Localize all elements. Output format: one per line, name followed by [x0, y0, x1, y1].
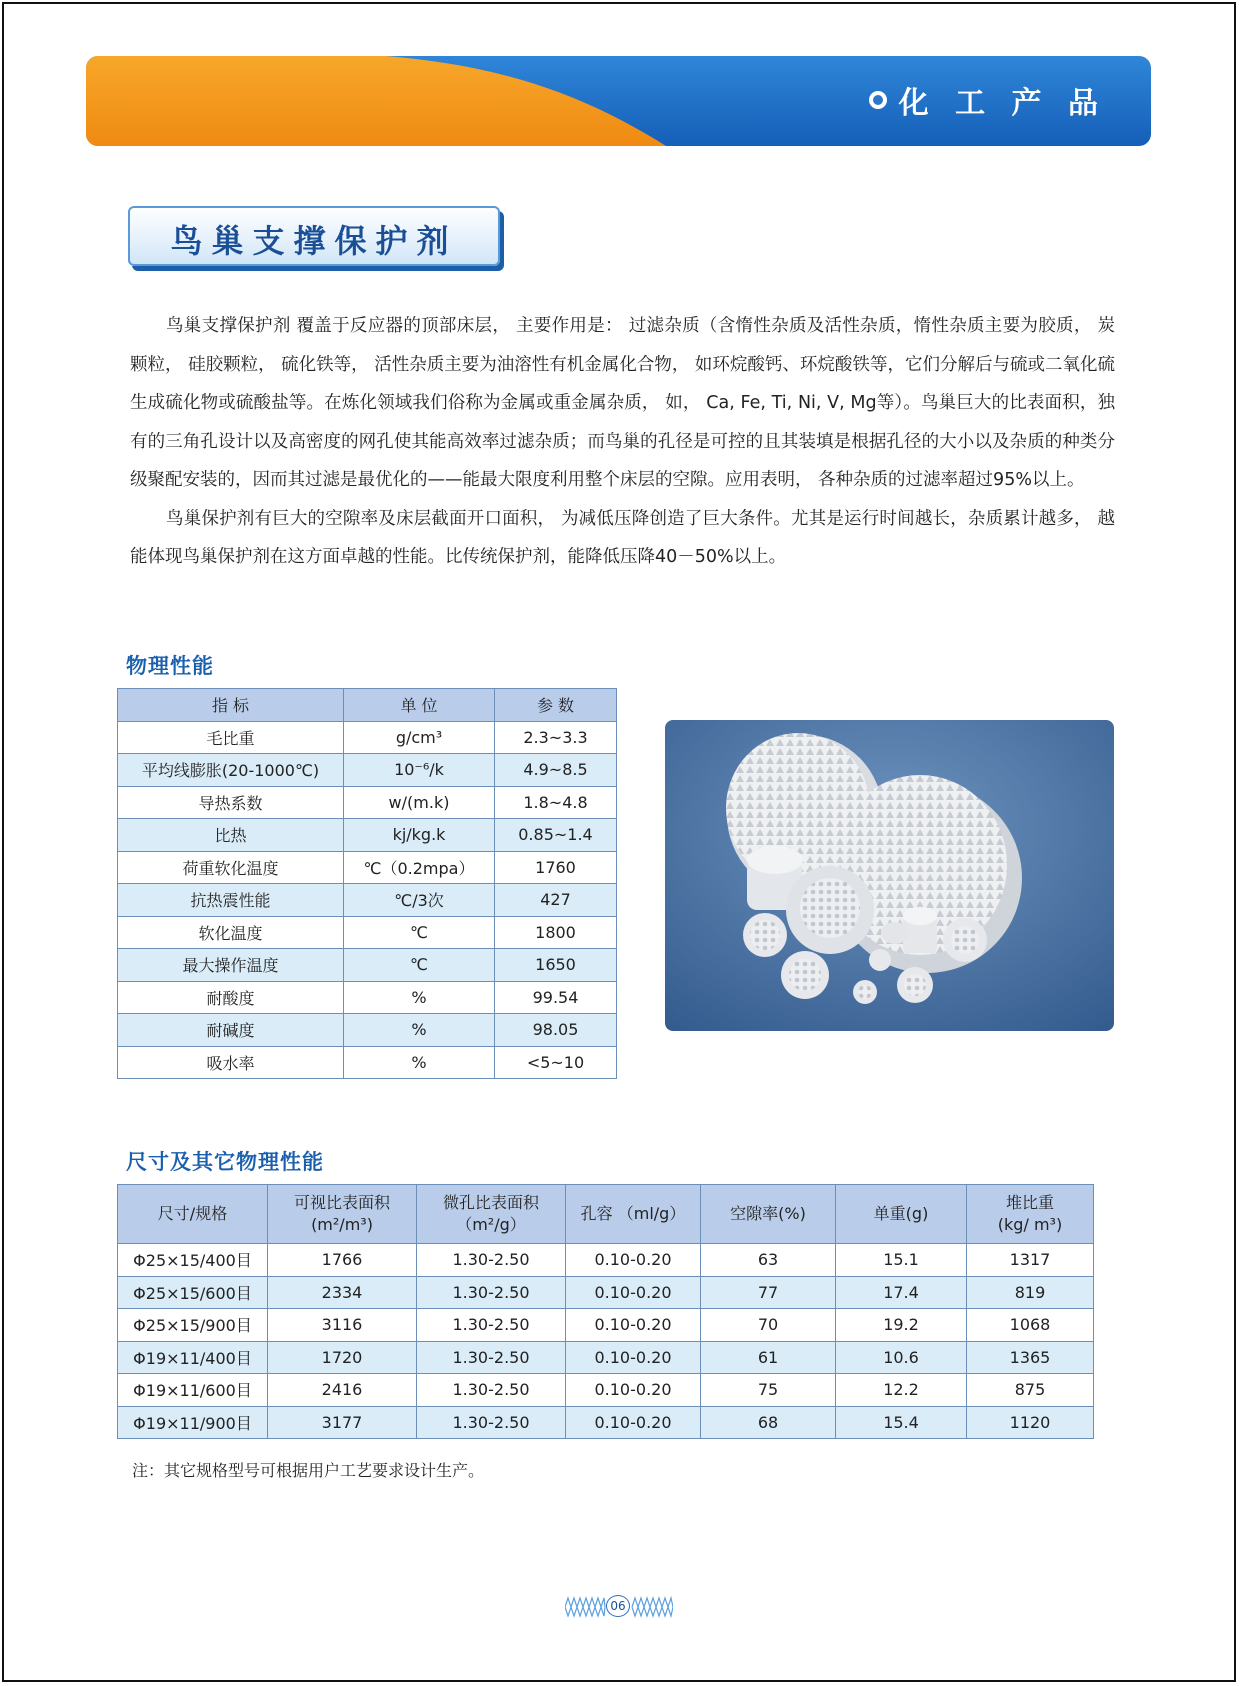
cell: 平均线膨胀(20-1000℃) [118, 754, 344, 787]
cell: 1800 [495, 916, 617, 949]
column-header: 尺寸/规格 [118, 1185, 268, 1244]
cell: 毛比重 [118, 721, 344, 754]
cell: 1650 [495, 949, 617, 982]
cell: g/cm³ [344, 721, 495, 754]
intro-paragraph-1: 鸟巢支撑保护剂 覆盖于反应器的顶部床层， 主要作用是： 过滤杂质（含惰性杂质及活性杂质，惰性杂质主要为胶质， 炭颗粒， 硅胶颗粒， 硫化铁等， 活性杂质主要为油溶性有机金属化合物， 如环烷酸钙、环烷酸铁等，它们分解后与硫或二氧化硫生成硫化物或硫酸盐等。在炼化领域我们俗称为金属或重金属杂质， 如， Ca, Fe, Ti, Ni, V, Mg等）。鸟巢巨大的比表面积，独有的三角孔设计以及高密度的网孔使其能高效率过滤杂质；而鸟巢的孔径是可控的且其装填是根据孔径的大小以及杂质的种类分级聚配安装的，因而其过滤是最优化的——能最大限度利用整个床层的空隙。应用表明， 各种杂质的过滤率超过95%以上。 [130, 316, 1115, 490]
cell: 15.4 [836, 1406, 967, 1439]
cell: Φ25×15/400目 [118, 1244, 268, 1277]
cell: 819 [967, 1276, 1094, 1309]
intro-text [130, 307, 1115, 577]
cell: 1.30-2.50 [417, 1309, 566, 1342]
table-row [118, 1014, 617, 1047]
cell: % [344, 1014, 495, 1047]
table-header-row [118, 1185, 1094, 1244]
cell: ℃/3次 [344, 884, 495, 917]
page-title: 鸟巢支撑保护剂 [170, 222, 458, 260]
cell: ℃ [344, 949, 495, 982]
cell: 1766 [268, 1244, 417, 1277]
cell: 耐酸度 [118, 981, 344, 1014]
cell: 0.10-0.20 [566, 1374, 701, 1407]
cell: 0.85~1.4 [495, 819, 617, 852]
cell: 1.8~4.8 [495, 786, 617, 819]
column-header: 参 数 [495, 689, 617, 722]
column-header: 空隙率(%) [701, 1185, 836, 1244]
header-line: 微孔比表面积 [442, 1193, 539, 1212]
cell: 1.30-2.50 [417, 1341, 566, 1374]
header-line: 堆比重 [1005, 1193, 1054, 1212]
physical-table [117, 688, 617, 1079]
table-row [118, 981, 617, 1014]
cell: Φ19×11/400目 [118, 1341, 268, 1374]
cell: 最大操作温度 [118, 949, 344, 982]
cell: 0.10-0.20 [566, 1309, 701, 1342]
table-row [118, 1309, 1094, 1342]
cell: 99.54 [495, 981, 617, 1014]
table-row [118, 754, 617, 787]
cell: 61 [701, 1341, 836, 1374]
cell: 抗热震性能 [118, 884, 344, 917]
cell: 1068 [967, 1309, 1094, 1342]
table-row [118, 1244, 1094, 1277]
header-line: 可视比表面积 [293, 1193, 390, 1212]
cell: 875 [967, 1374, 1094, 1407]
table-row [118, 1341, 1094, 1374]
cell: 1317 [967, 1244, 1094, 1277]
cell: 75 [701, 1374, 836, 1407]
cell: 吸水率 [118, 1046, 344, 1079]
cell: 15.1 [836, 1244, 967, 1277]
cell: 427 [495, 884, 617, 917]
sizes-heading: 尺寸及其它物理性能 [126, 1150, 324, 1174]
table-row [118, 786, 617, 819]
cell: 软化温度 [118, 916, 344, 949]
cell: 耐碱度 [118, 1014, 344, 1047]
title-box [128, 206, 500, 266]
page-number [565, 1594, 673, 1620]
cell: 10⁻⁶/k [344, 754, 495, 787]
column-header [967, 1185, 1094, 1244]
sizes-table [117, 1184, 1094, 1439]
table-row [118, 819, 617, 852]
intro-paragraph-2: 鸟巢保护剂有巨大的空隙率及床层截面开口面积， 为减低压降创造了巨大条件。尤其是运行时间越长，杂质累计越多， 越能体现鸟巢保护剂在这方面卓越的性能。比传统保护剂，能降低压降40－50%以上。 [130, 508, 1115, 567]
cell: Φ19×11/600目 [118, 1374, 268, 1407]
product-photo [665, 720, 1114, 1031]
cell: kj/kg.k [344, 819, 495, 852]
cell: 1.30-2.50 [417, 1406, 566, 1439]
header-banner [86, 56, 1151, 146]
column-header: 单重(g) [836, 1185, 967, 1244]
cell: 4.9~8.5 [495, 754, 617, 787]
cell: Φ19×11/900目 [118, 1406, 268, 1439]
cell: 17.4 [836, 1276, 967, 1309]
bullet-icon [869, 91, 887, 109]
cell: 77 [701, 1276, 836, 1309]
table-row [118, 916, 617, 949]
header-unit: (kg/ m³) [997, 1215, 1063, 1234]
cell: 98.05 [495, 1014, 617, 1047]
cell: % [344, 981, 495, 1014]
column-header: 单 位 [344, 689, 495, 722]
cell: 1.30-2.50 [417, 1276, 566, 1309]
cell: 68 [701, 1406, 836, 1439]
cell: ℃（0.2mpa） [344, 851, 495, 884]
table-row [118, 949, 617, 982]
section-label: 化 工 产 品 [869, 78, 1106, 122]
cell: 1.30-2.50 [417, 1244, 566, 1277]
cell: 荷重软化温度 [118, 851, 344, 884]
column-header: 孔容 （ml/g） [566, 1185, 701, 1244]
table-row [118, 1276, 1094, 1309]
cell: 比热 [118, 819, 344, 852]
cell: % [344, 1046, 495, 1079]
header-unit: （m²/g） [456, 1215, 526, 1234]
page-number-label: 06 [606, 1595, 630, 1617]
cell: Φ25×15/900目 [118, 1309, 268, 1342]
cell: 0.10-0.20 [566, 1244, 701, 1277]
cell: ℃ [344, 916, 495, 949]
table-header-row [118, 689, 617, 722]
cell: 3177 [268, 1406, 417, 1439]
table-row [118, 721, 617, 754]
table-row [118, 851, 617, 884]
physical-heading: 物理性能 [126, 654, 214, 678]
cell: 1120 [967, 1406, 1094, 1439]
cell: 1365 [967, 1341, 1094, 1374]
cell: 导热系数 [118, 786, 344, 819]
table-row [118, 1374, 1094, 1407]
cell: 0.10-0.20 [566, 1276, 701, 1309]
cell: 10.6 [836, 1341, 967, 1374]
cell: Φ25×15/600目 [118, 1276, 268, 1309]
cell: 0.10-0.20 [566, 1341, 701, 1374]
cell: w/(m.k) [344, 786, 495, 819]
cell: <5~10 [495, 1046, 617, 1079]
cell: 3116 [268, 1309, 417, 1342]
header-unit: (m²/m³) [311, 1215, 373, 1234]
footnote: 注：其它规格型号可根据用户工艺要求设计生产。 [132, 1461, 485, 1480]
cell: 12.2 [836, 1374, 967, 1407]
cell: 19.2 [836, 1309, 967, 1342]
table-row [118, 1046, 617, 1079]
cell: 0.10-0.20 [566, 1406, 701, 1439]
cell: 2334 [268, 1276, 417, 1309]
cell: 70 [701, 1309, 836, 1342]
cell: 2416 [268, 1374, 417, 1407]
cell: 1760 [495, 851, 617, 884]
table-row [118, 884, 617, 917]
column-header [417, 1185, 566, 1244]
cell: 1720 [268, 1341, 417, 1374]
cell: 1.30-2.50 [417, 1374, 566, 1407]
cell: 2.3~3.3 [495, 721, 617, 754]
column-header [268, 1185, 417, 1244]
table-row [118, 1406, 1094, 1439]
column-header: 指 标 [118, 689, 344, 722]
cell: 63 [701, 1244, 836, 1277]
